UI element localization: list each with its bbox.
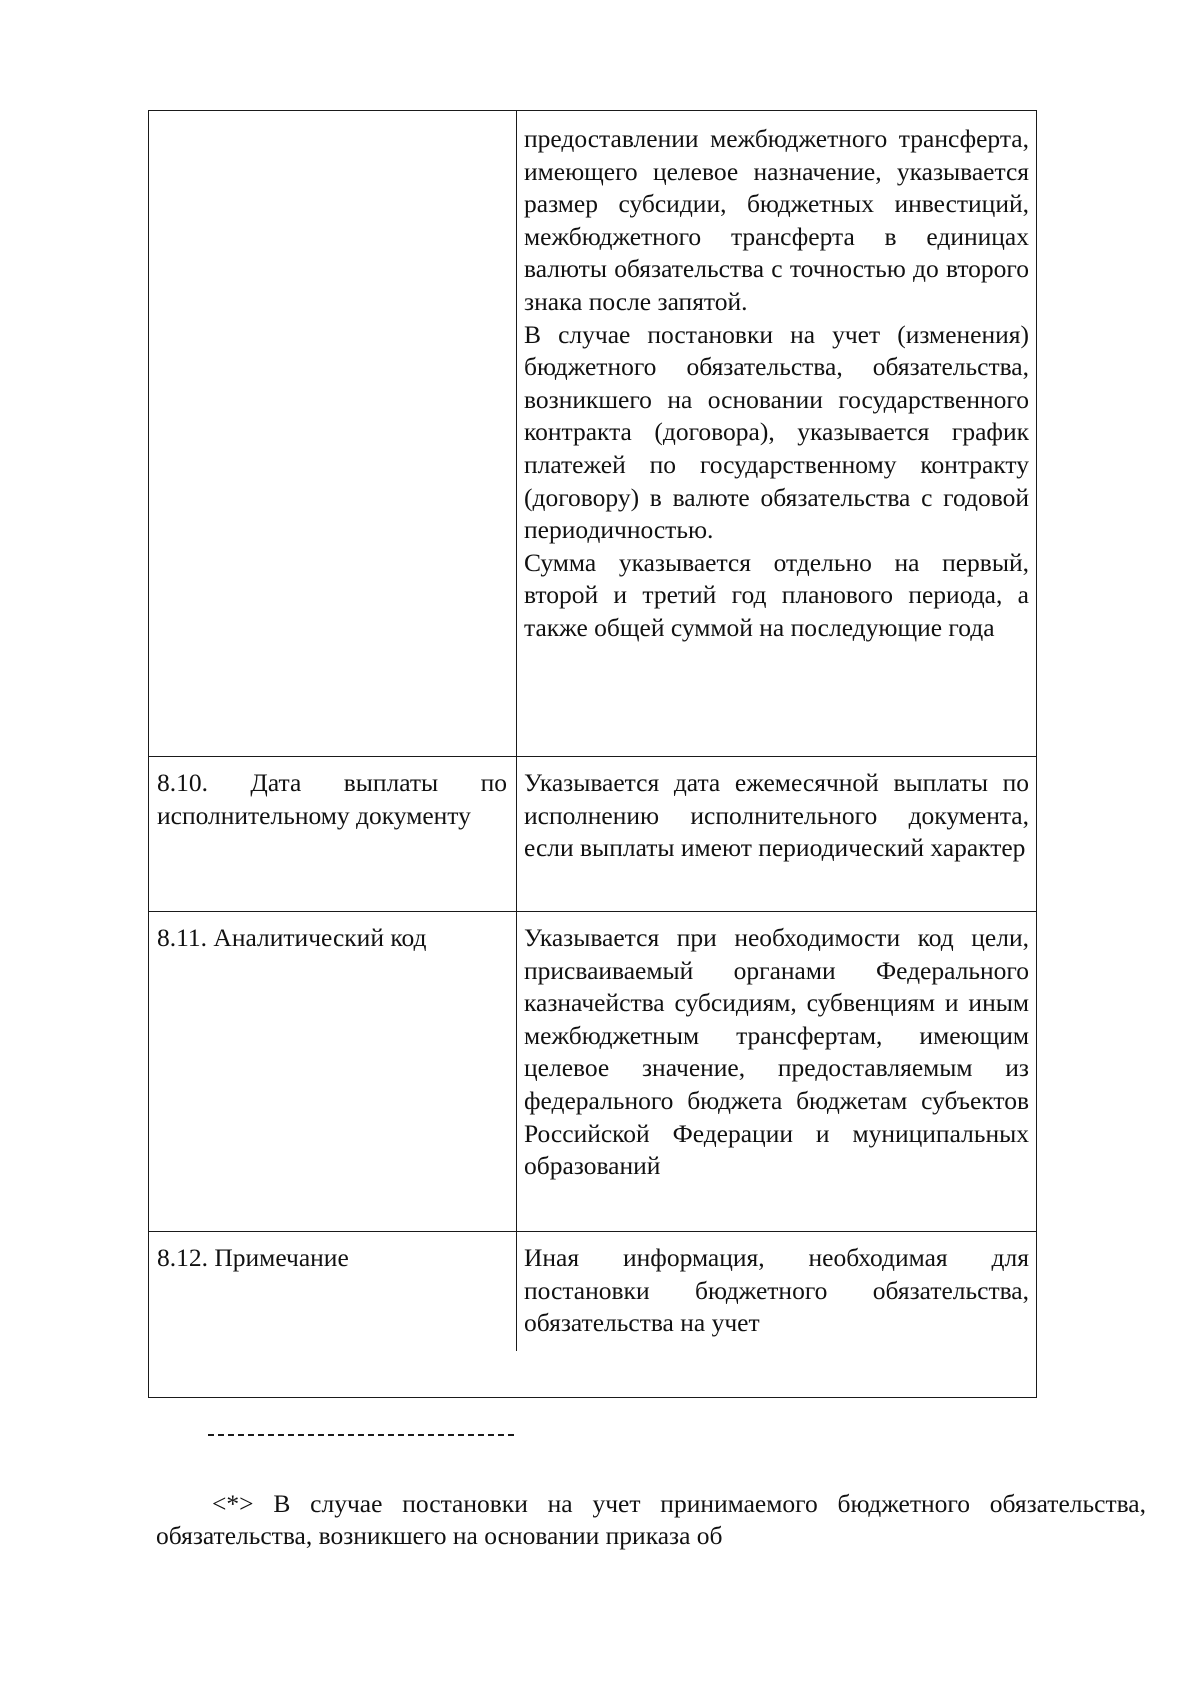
table-row-description bbox=[524, 922, 1029, 1183]
description-paragraph: Указывается при необходимости код цели, присваиваемый органами Федерального казначейства субсидиям, субвенциям и иным межбюджетным трансфертам, имеющим целевое значение, предоставляемым из федерального бюджета бюджетам субъектов Российской Федерации и муниципальных образований bbox=[524, 923, 1029, 1181]
description-paragraph: В случае постановки на учет (изменения) бюджетного обязательства, обязательства, возникшего на основании государственного контракта (договора), указывается график платежей по государственному контракту (договору) в валюте обязательства с годовой периодичностью. bbox=[524, 319, 1029, 545]
requisites-table bbox=[148, 110, 1037, 1398]
description-paragraph: Иная информация, необходимая для постановки бюджетного обязательства, обязательства на учет bbox=[524, 1243, 1029, 1338]
footnote-separator bbox=[208, 1434, 514, 1436]
footnote-text: <*> В случае постановки на учет принимаемого бюджетного обязательства, обязательства, возникшего на основании приказа об bbox=[156, 1489, 1146, 1550]
table-row-description bbox=[524, 767, 1029, 865]
row-label-text: 8.10. Дата выплаты по исполнительному документу bbox=[157, 768, 507, 830]
row-divider bbox=[149, 911, 1036, 912]
table-row-label bbox=[157, 767, 507, 832]
row-divider bbox=[149, 756, 1036, 757]
table-row-description bbox=[524, 123, 1029, 645]
description-paragraph: Сумма указывается отдельно на первый, второй и третий год планового периода, а также общей суммой на последующие года bbox=[524, 547, 1029, 642]
table-row-label bbox=[157, 1242, 507, 1275]
table-row-description bbox=[524, 1242, 1029, 1340]
description-paragraph: предоставлении межбюджетного трансферта, имеющего целевое назначение, указывается размер субсидии, бюджетных инвестиций, межбюджетного трансферта в единицах валюты обязательства с точностью до второго знака после запятой. bbox=[524, 124, 1029, 316]
row-divider bbox=[149, 1231, 1036, 1232]
row-label-text: 8.11. Аналитический код bbox=[157, 923, 427, 952]
column-divider bbox=[516, 111, 517, 1351]
row-label-text: 8.12. Примечание bbox=[157, 1243, 349, 1272]
description-paragraph: Указывается дата ежемесячной выплаты по исполнению исполнительного документа, если выплаты имеют периодический характер bbox=[524, 768, 1029, 863]
table-row-label bbox=[157, 922, 507, 955]
